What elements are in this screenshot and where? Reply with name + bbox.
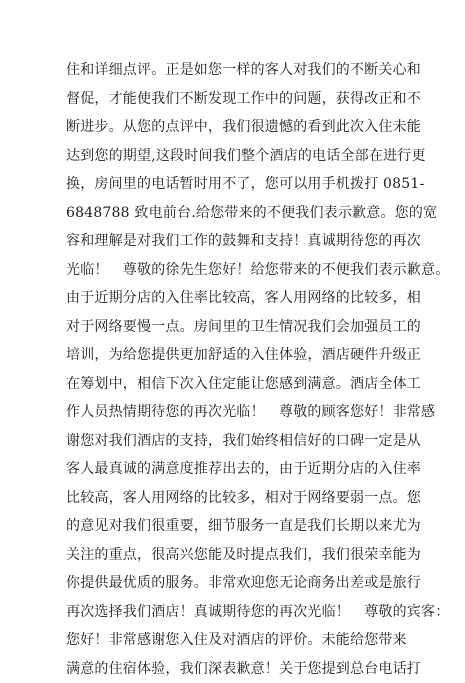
text-line: 达到您的期望,这段时间我们整个酒店的电话全部在进行更 bbox=[66, 142, 406, 171]
text-line: 由于近期分店的入住率比较高，客人用网络的比较多，相 bbox=[66, 284, 406, 313]
text-line: 住和详细点评。正是如您一样的客人对我们的不断关心和 bbox=[66, 56, 406, 85]
text-line: 容和理解是对我们工作的鼓舞和支持！真诚期待您的再次 bbox=[66, 227, 406, 256]
text-line: 换，房间里的电话暂时用不了，您可以用手机拨打 0851- bbox=[66, 170, 406, 199]
text-line: 6848788 致电前台.给您带来的不便我们表示歉意。您的宽 bbox=[66, 199, 406, 228]
text-line: 在筹划中，相信下次入住定能让您感到满意。酒店全体工 bbox=[66, 370, 406, 399]
text-line: 再次选择我们酒店！真诚期待您的再次光临！ 尊敬的宾客： bbox=[66, 598, 406, 627]
text-line: 对于网络要慢一点。房间里的卫生情况我们会加强员工的 bbox=[66, 313, 406, 342]
text-line: 的意见对我们很重要，细节服务一直是我们长期以来尤为 bbox=[66, 512, 406, 541]
text-line: 客人最真诚的满意度推荐出去的，由于近期分店的入住率 bbox=[66, 455, 406, 484]
text-line: 谢您对我们酒店的支持，我们始终相信好的口碑一定是从 bbox=[66, 427, 406, 456]
text-line: 作人员热情期待您的再次光临！ 尊敬的顾客您好！非常感 bbox=[66, 398, 406, 427]
text-line: 您好！非常感谢您入住及对酒店的评价。未能给您带来 bbox=[66, 626, 406, 655]
text-line: 关注的重点，很高兴您能及时提点我们，我们很荣幸能为 bbox=[66, 541, 406, 570]
text-line: 比较高，客人用网络的比较多，相对于网络要弱一点。您 bbox=[66, 484, 406, 513]
text-line: 光临！ 尊敬的徐先生您好！给您带来的不便我们表示歉意。 bbox=[66, 256, 406, 285]
text-line: 督促，才能使我们不断发现工作中的问题，获得改正和不 bbox=[66, 85, 406, 114]
document-body bbox=[66, 56, 406, 683]
text-line: 断进步。从您的点评中，我们很遗憾的看到此次入住未能 bbox=[66, 113, 406, 142]
text-line: 培训，为给您提供更加舒适的入住体验，酒店硬件升级正 bbox=[66, 341, 406, 370]
text-line: 满意的住宿体验，我们深表歉意！关于您提到总台电话打 bbox=[66, 655, 406, 683]
text-line: 你提供最优质的服务。非常欢迎您无论商务出差或是旅行 bbox=[66, 569, 406, 598]
